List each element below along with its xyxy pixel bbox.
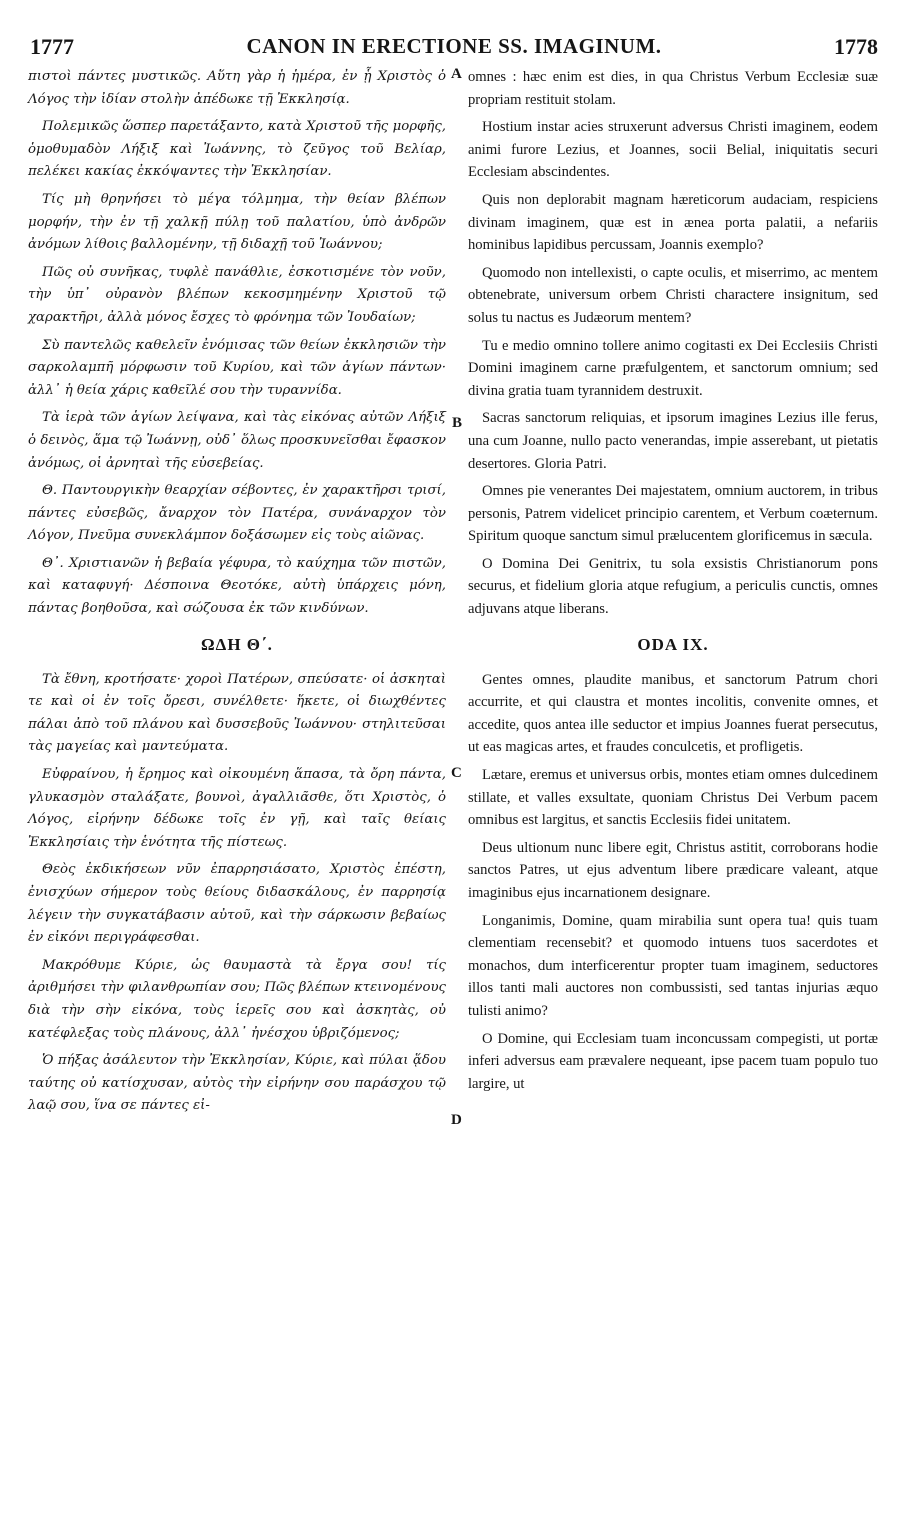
margin-letter: C	[451, 765, 462, 781]
verse-paragraph: Τὰ ἱερὰ τῶν ἁγίων λείψανα, καὶ τὰς εἰκόνας αὐτῶν Λήξιξ ὁ δεινὸς, ἅμα τῷ Ἰωάννῃ, οὐδ᾽ ὅλως προσκυνεῖσθαι ἔφασκον ἀνόμως, οἱ ἀρνηταὶ τῆς εὐσεβείας.	[28, 410, 446, 471]
verse-paragraph: Longanimis, Domine, quam mirabilia sunt opera tua! quis tuam clementiam recensebit? et quomodo intuens tuos sacerdotes et monachos, dum interficerentur propter tuam imaginem, seductores illos tanti mali auctores non combussisti, sed tantas injurias æquo tulisti animo?	[468, 912, 878, 1019]
verse-paragraph: πιστοὶ πάντες μυστικῶς. Αὕτη γὰρ ἡ ἡμέρα, ἐν ᾗ Χριστὸς ὁ Λόγος τὴν ἰδίαν στολὴν ἀπέδωκε τῇ Ἐκκλησίᾳ.	[28, 69, 446, 107]
verse-paragraph: Sacras sanctorum reliquias, et ipsorum imagines Lezius ille ferus, una cum Joanne, nullo pacto venerandas, impie asserebant, ut pietatis desertores. Gloria Patri.	[468, 410, 878, 472]
page-number-left: 1777	[30, 34, 74, 59]
margin-letter: D	[451, 1112, 462, 1128]
verse-paragraph: Ὁ πήξας ἀσάλευτον τὴν Ἐκκλησίαν, Κύριε, καὶ πύλαι ᾅδου ταύτης οὐ κατίσχυσαν, αὐτὸς τὴν εἰρήνην σου παράσχου τῷ λαῷ σου, ἵνα σε πάντες εἰ-	[28, 1053, 446, 1114]
verse-paragraph: Quomodo non intellexisti, o capte oculis, et miserrimo, ac mentem obtenebrate, universum orbem Christi charactere insignitum, sed solus tu nactus es Judæorum mentem?	[468, 264, 878, 326]
verse-paragraph: Τὰ ἔθνη, κροτήσατε· χοροὶ Πατέρων, σπεύσατε· οἱ ἀσκηταὶ τε καὶ οἱ ἐν τοῖς ὄρεσι, συνέλθετε· ἥκετε, οἱ διωχθέντες πάλαι ἀπὸ τοῦ πλάνου καὶ δυσσεβοῦς Ἰωάννου· στηλιτεῦσαι τὰς μαγείας καὶ μαντεύματα.	[28, 671, 446, 755]
verse-paragraph: Θ᾽. Χριστιανῶν ἡ βεβαία γέφυρα, τὸ καύχημα τῶν πιστῶν, καὶ καταφυγή· Δέσποινα Θεοτόκε, αὐτὴ ὑπάρχεις μόνη, πάντας βοηθοῦσα, καὶ σώζουσα ἐκ τῶν κινδύνων.	[28, 555, 446, 617]
greek-column	[28, 66, 446, 1123]
margin-letter: A	[451, 66, 462, 82]
verse-paragraph: Σὺ παντελῶς καθελεῖν ἐνόμισας τῶν θείων ἐκκλησιῶν τὴν σαρκολαμπῆ μόρφωσιν τοῦ Κυρίου, καὶ τῶν ἁγίων πάντων· ἀλλ᾽ ἡ θεία χάρις καθεῖλέ σου τὴν τυραννίδα.	[28, 337, 446, 398]
verse-paragraph: Τίς μὴ θρηνήσει τὸ μέγα τόλμημα, τὴν θείαν βλέπων μορφήν, τὴν ἐν τῇ χαλκῇ πύλῃ τοῦ παλατίου, ὑπὸ ἀνδρῶν ἀνόμων λίθοις βαλλομένην, τῇ διδαχῇ τοῦ Ἰωάννου;	[28, 191, 446, 253]
latin-column	[468, 66, 878, 1100]
verse-paragraph: Omnes pie venerantes Dei majestatem, omnium auctorem, in tribus personis, Patrem videlicet principio carentem, et Verbum coæternum. Spiritum quoque sanctum simul prælucentem glorificemus in sæcula.	[468, 483, 878, 545]
page-header	[30, 34, 878, 64]
verse-paragraph: Tu e medio omnino tollere animo cogitasti ex Dei Ecclesiis Christi Domini imaginem carne præfulgentem, et sanctorum omnium; sed divina gratia tuam tyrannidem destruxit.	[468, 337, 878, 399]
verse-paragraph: Εὐφραίνου, ἡ ἔρημος καὶ οἰκουμένη ἅπασα, τὰ ὄρη πάντα, γλυκασμὸν σταλάξατε, βουνοὶ, ἀγαλλιᾶσθε, ὅτι Χριστὸς, ὁ Λόγος, εἰρήνην δέδωκε τοῖς ἐν γῇ, καὶ ταῖς θείαις Ἐκκλησίαις τὴν ἑνότητα τῆς πίστεως.	[28, 767, 446, 850]
verse-paragraph: Θ. Παντουργικὴν θεαρχίαν σέβοντες, ἐν χαρακτῆρσι τρισί, πάντες εὐσεβῶς, ἄναρχον τὸν Πατέρα, συνάναρχον τὸν Λόγον, Πνεῦμα συνεκλάμπον δοξάσωμεν εἰς τοὺς αἰῶνας.	[28, 483, 446, 544]
verse-paragraph: Θεὸς ἐκδικήσεων νῦν ἐπαρρησιάσατο, Χριστὸς ἐπέστη, ἐνισχύων σήμερον τοὺς θείους διδασκάλους, ἐν παρρησίᾳ λέγειν τὴν συγκατάβασιν αὐτοῦ, καὶ τὴν σάρκωσιν βεβαίως ἐν εἰκόνι περιγράφεσθαι.	[28, 862, 446, 946]
verse-paragraph: Hostium instar acies struxerunt adversus Christi imaginem, eodem animi furore Lezius, et Joannes, socii Belial, iniquitatis securi Ecclesiam abscindentes.	[468, 119, 878, 181]
verse-paragraph: Gentes omnes, plaudite manibus, et sanctorum Patrum chori accurrite, et qui claustra et montes incolitis, convenite omnes, et accedite, quos antea ille seductor et impius Joannes fuerat persecutus, ut eas magicas artes, et fraudes conculcetis, et profligetis.	[468, 671, 878, 756]
verse-paragraph: Quis non deplorabit magnam hæreticorum audaciam, respiciens divinam imaginem, quæ est in ænea porta palatii, a nefariis hominibus lapidibus percussam, Joannis exemplo?	[468, 191, 878, 254]
verse-paragraph: O Domina Dei Genitrix, tu sola exsistis Christianorum pons securus, et fidelium gloria atque refugium, a periculis cunctis, omnes adjuvans atque liberans.	[468, 555, 878, 618]
running-title: CANON IN ERECTIONE SS. IMAGINUM.	[246, 34, 662, 58]
margin-letter: B	[452, 415, 463, 431]
verse-paragraph: Lætare, eremus et universus orbis, montes etiam omnes dulcedinem stillate, et valles exsultate, quoniam Christus Dei Verbum pacem omnibus est largitus, et sanctis Ecclesiis fidei unitatem.	[468, 767, 878, 829]
verse-paragraph: Μακρόθυμε Κύριε, ὡς θαυμαστὰ τὰ ἔργα σου! τίς ἀριθμήσει τὴν φιλανθρωπίαν σου; Πῶς βλέπων κτεινομένους διὰ τὴν σὴν εἰκόνα, τοὺς ἱερεῖς σου καὶ ἀσκητὰς, οὐ κατέφλεξας τοὺς πλάνους, ἀλλ᾽ ἠνέσχου ὑβριζόμενος;	[28, 957, 446, 1041]
verse-paragraph: Πολεμικῶς ὥσπερ παρετάξαντο, κατὰ Χριστοῦ τῆς μορφῆς, ὁμοθυμαδὸν Λήξιξ καὶ Ἰωάννης, τὸ ζεῦγος τοῦ Βελίαρ, πελέκει κακίας ἐκκόψαντες τὴν Ἐκκλησίαν.	[28, 119, 446, 180]
verse-paragraph: Πῶς οὐ συνῆκας, τυφλὲ πανάθλιε, ἐσκοτισμένε τὸν νοῦν, τὴν ὑπ᾽ οὐρανὸν βλέπων κεκοσμημένην Χριστοῦ τῷ χαρακτῆρι, ἀλλὰ μόνος ἔσχες τὸ φρόνημα τῶν Ἰουδαίων;	[28, 264, 446, 325]
page-number-right: 1778	[834, 34, 878, 59]
verse-paragraph: O Domine, qui Ecclesiam tuam inconcussam compegisti, ut portæ inferi adversus eam prævalere nequeant, ipse pacem tuam populo tuo largire, ut	[468, 1030, 878, 1092]
verse-paragraph: omnes : hæc enim est dies, in qua Christus Verbum Ecclesiæ suæ propriam restituit stolam.	[468, 69, 878, 108]
ode-heading: ODA IX.	[637, 634, 709, 654]
ode-heading: ΩΔΗ Θ΄.	[201, 634, 273, 654]
verse-paragraph: Deus ultionum nunc libere egit, Christus astitit, corroborans hodie sanctos Patres, ut ejus adventum libere prædicare valeant, atque imaginibus ejus incarnationem designare.	[468, 839, 878, 901]
